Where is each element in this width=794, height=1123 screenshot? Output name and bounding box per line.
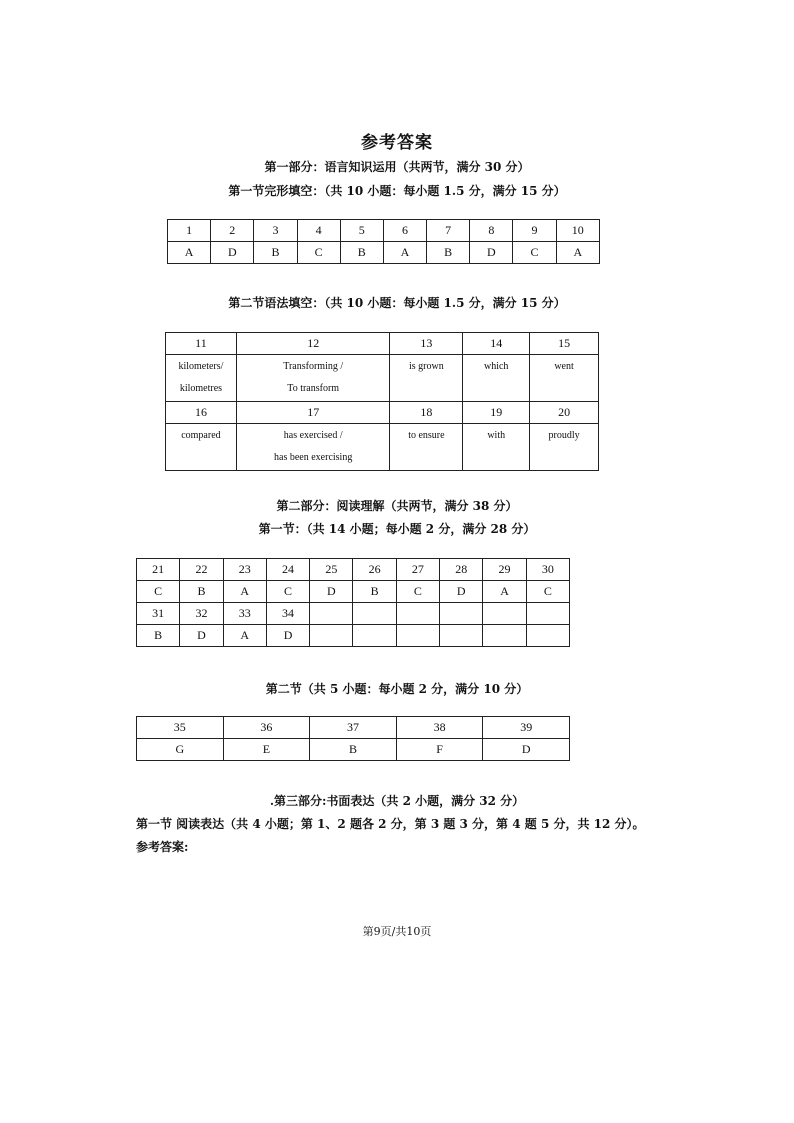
answer-line: To transform	[287, 383, 340, 394]
answer-cell: B	[340, 242, 383, 264]
answer-line: has been exercising	[274, 452, 353, 463]
answer-line: has exercised /	[283, 430, 343, 441]
answer-cell: G	[137, 739, 224, 761]
question-number	[483, 603, 526, 625]
question-number: 14	[463, 333, 530, 355]
answer-cell	[236, 355, 390, 402]
question-number: 9	[513, 220, 556, 242]
answer-line: to ensure	[408, 430, 445, 441]
answer-cell: B	[254, 242, 297, 264]
answer-cell: A	[223, 625, 266, 647]
page-title: 参考答案	[361, 133, 433, 153]
answer-cell: B	[137, 625, 180, 647]
part2-heading: 第二部分：阅读理解（共两节，满分 38 分）	[276, 499, 518, 513]
question-number: 3	[254, 220, 297, 242]
answer-line: which	[483, 361, 509, 372]
answer-line: with	[487, 430, 506, 441]
answer-cell: C	[137, 581, 180, 603]
grammar-answer-table	[165, 332, 599, 471]
question-number: 16	[166, 402, 237, 424]
question-number	[353, 603, 396, 625]
part3-section1-heading: 第一节 阅读表达（共 4 小题；第 1、2 题各 2 分，第 3 题 3 分，第 4 题 5 分，共 12 分）。	[136, 817, 645, 831]
part1-section1-heading: 第一节完形填空：（共 10 小题：每小题 1.5 分，满分 15 分）	[228, 184, 566, 198]
answer-line: went	[554, 361, 574, 372]
question-number: 26	[353, 559, 396, 581]
answer-cell: B	[353, 581, 396, 603]
answer-cell: D	[470, 242, 513, 264]
table-row	[137, 581, 570, 603]
question-number: 15	[530, 333, 599, 355]
answer-cell: F	[396, 739, 483, 761]
answer-cell: D	[483, 739, 570, 761]
reading-answer-table	[136, 558, 570, 647]
question-number: 37	[310, 717, 397, 739]
question-number: 19	[463, 402, 530, 424]
question-number: 6	[383, 220, 426, 242]
question-number	[396, 603, 439, 625]
table-row	[137, 739, 570, 761]
answer-cell	[390, 355, 463, 402]
question-number	[310, 603, 353, 625]
table-row	[166, 402, 599, 424]
question-number: 7	[427, 220, 470, 242]
answer-cell	[166, 355, 237, 402]
answer-line: is grown	[409, 361, 444, 372]
question-number: 4	[297, 220, 340, 242]
answer-cell: B	[310, 739, 397, 761]
question-number: 8	[470, 220, 513, 242]
question-number: 30	[526, 559, 569, 581]
question-number: 31	[137, 603, 180, 625]
answer-cell	[530, 355, 599, 402]
answer-cell: D	[180, 625, 223, 647]
table-row	[168, 242, 600, 264]
answer-cell	[310, 625, 353, 647]
answer-cell: A	[483, 581, 526, 603]
question-number: 23	[223, 559, 266, 581]
question-number	[526, 603, 569, 625]
answer-cell: D	[310, 581, 353, 603]
table-row	[137, 717, 570, 739]
answer-cell: A	[168, 242, 211, 264]
cloze-answer-table	[167, 219, 600, 264]
answer-cell: A	[383, 242, 426, 264]
answer-cell	[166, 424, 237, 471]
answer-cell: A	[556, 242, 599, 264]
table-row	[137, 559, 570, 581]
answer-cell: C	[297, 242, 340, 264]
question-number: 33	[223, 603, 266, 625]
table-row	[166, 424, 599, 471]
answer-cell	[396, 625, 439, 647]
answer-cell	[390, 424, 463, 471]
question-number: 34	[266, 603, 309, 625]
question-number: 1	[168, 220, 211, 242]
answer-cell	[530, 424, 599, 471]
table-row	[137, 625, 570, 647]
question-number: 21	[137, 559, 180, 581]
question-number: 13	[390, 333, 463, 355]
table-row	[166, 355, 599, 402]
question-number: 11	[166, 333, 237, 355]
page-number: 第9页/共10页	[362, 925, 432, 938]
part1-section2-heading: 第二节语法填空：（共 10 小题：每小题 1.5 分，满分 15 分）	[228, 296, 566, 310]
answer-cell: E	[223, 739, 310, 761]
answer-cell	[440, 625, 483, 647]
table-row	[137, 603, 570, 625]
answer-cell	[353, 625, 396, 647]
question-number: 39	[483, 717, 570, 739]
part2-section2-heading: 第二节（共 5 小题：每小题 2 分，满分 10 分）	[265, 682, 529, 696]
question-number: 25	[310, 559, 353, 581]
question-number: 27	[396, 559, 439, 581]
question-number: 28	[440, 559, 483, 581]
answer-cell	[463, 355, 530, 402]
answer-cell: C	[396, 581, 439, 603]
answer-line: kilometers/	[178, 361, 224, 372]
answer-cell: D	[266, 625, 309, 647]
part3-heading: .第三部分:书面表达（共 2 小题，满分 32 分）	[269, 794, 525, 808]
question-number: 29	[483, 559, 526, 581]
answer-cell: A	[223, 581, 266, 603]
table-row	[168, 220, 600, 242]
part1-heading: 第一部分：语言知识运用（共两节，满分 30 分）	[264, 160, 530, 174]
question-number: 5	[340, 220, 383, 242]
question-number: 10	[556, 220, 599, 242]
answer-cell: C	[266, 581, 309, 603]
question-number: 17	[236, 402, 390, 424]
answer-cell	[236, 424, 390, 471]
question-number: 35	[137, 717, 224, 739]
answer-cell	[463, 424, 530, 471]
answer-cell: B	[180, 581, 223, 603]
answer-line: kilometres	[179, 383, 223, 394]
answer-cell	[483, 625, 526, 647]
table-row	[166, 333, 599, 355]
question-number	[440, 603, 483, 625]
question-number: 22	[180, 559, 223, 581]
reference-answer-label: 参考答案:	[136, 840, 189, 854]
question-number: 38	[396, 717, 483, 739]
answer-cell: B	[427, 242, 470, 264]
part2-section1-heading: 第一节：（共 14 小题；每小题 2 分，满分 28 分）	[258, 522, 536, 536]
answer-cell: D	[211, 242, 254, 264]
answer-cell: C	[526, 581, 569, 603]
answer-cell: C	[513, 242, 556, 264]
answer-line: compared	[181, 430, 221, 441]
question-number: 24	[266, 559, 309, 581]
answer-line: Transforming /	[283, 361, 344, 372]
question-number: 2	[211, 220, 254, 242]
answer-cell: D	[440, 581, 483, 603]
seven-choose-five-answer-table	[136, 716, 570, 761]
question-number: 12	[236, 333, 390, 355]
question-number: 20	[530, 402, 599, 424]
question-number: 18	[390, 402, 463, 424]
answer-line: proudly	[548, 430, 580, 441]
question-number: 32	[180, 603, 223, 625]
question-number: 36	[223, 717, 310, 739]
answer-cell	[526, 625, 569, 647]
